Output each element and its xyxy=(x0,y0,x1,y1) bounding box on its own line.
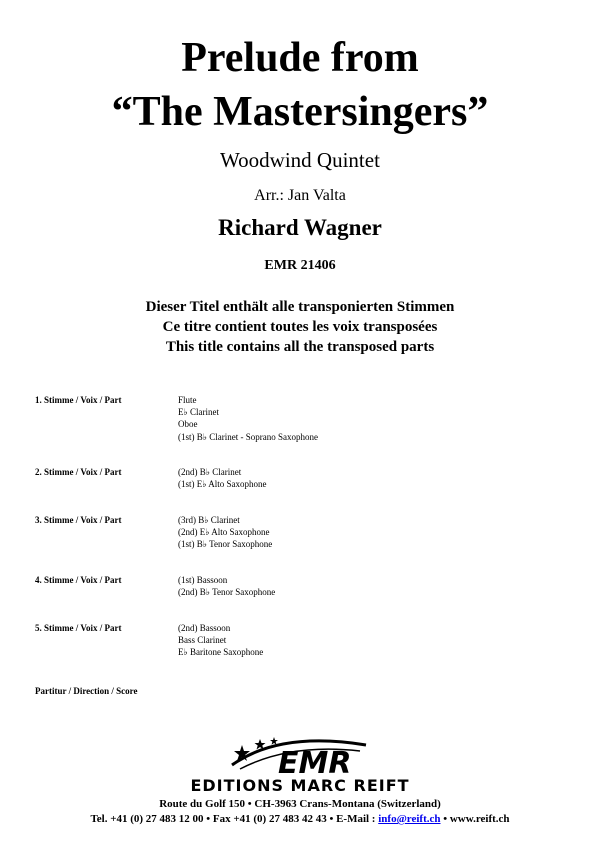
email-link[interactable]: info@reift.ch xyxy=(378,813,441,825)
logo-text: EMR xyxy=(278,746,352,779)
instrument: (1st) Bassoon xyxy=(178,575,228,585)
instrument: (1st) E♭ Alto Saxophone xyxy=(178,479,267,490)
part-instruments xyxy=(178,574,275,598)
website: • www.reift.ch xyxy=(440,813,510,825)
notice-german: Dieser Titel enthält alle transponierten Stimmen xyxy=(145,299,455,315)
instrument: (1st) B♭ Clarinet - Soprano Saxophone xyxy=(178,431,318,442)
instrument: E♭ Baritone Saxophone xyxy=(178,647,264,658)
part-label: 2. Stimme / Voix / Part xyxy=(35,467,122,477)
instrument: Bass Clarinet xyxy=(178,635,227,646)
instrument: (2nd) B♭ Tenor Saxophone xyxy=(178,587,276,598)
star-swoosh-logo-icon xyxy=(220,735,380,779)
part-instruments xyxy=(178,514,272,551)
part-instruments xyxy=(178,466,267,490)
part-instruments xyxy=(178,394,318,443)
title-line-1: Prelude from xyxy=(181,35,419,81)
arranger: Arr.: Jan Valta xyxy=(254,187,346,204)
contact-phone-fax: Tel. +41 (0) 27 483 12 00 • Fax +41 (0) 27 483 42 43 • E-Mail : xyxy=(90,813,379,825)
instrument: Flute xyxy=(178,395,197,405)
notice-english: This title contains all the transposed parts xyxy=(165,339,435,355)
instrument: (3rd) B♭ Clarinet xyxy=(178,515,240,525)
publisher-name: EDITIONS MARC REIFT xyxy=(190,776,410,795)
part-label: 1. Stimme / Voix / Part xyxy=(35,395,122,405)
instrument: (2nd) B♭ Clarinet xyxy=(178,467,242,477)
part-label: 4. Stimme / Voix / Part xyxy=(35,575,122,585)
transposition-notice xyxy=(0,297,600,357)
instrument: (1st) B♭ Tenor Saxophone xyxy=(178,539,273,550)
instrument: Oboe xyxy=(178,419,198,430)
subtitle: Woodwind Quintet xyxy=(220,148,380,172)
title-line-2: “The Mastersingers” xyxy=(111,89,489,135)
instrument: (2nd) E♭ Alto Saxophone xyxy=(178,527,270,538)
part-label: 3. Stimme / Voix / Part xyxy=(35,515,122,525)
part-instruments xyxy=(178,622,263,659)
notice-french: Ce titre contient toutes les voix transposées xyxy=(162,319,438,335)
catalog-number: EMR 21406 xyxy=(264,258,336,273)
part-label: 5. Stimme / Voix / Part xyxy=(35,623,122,633)
publisher-address: Route du Golf 150 • CH-3963 Crans-Montana (Switzerland) xyxy=(159,798,441,810)
composer: Richard Wagner xyxy=(218,215,382,240)
instrument: (2nd) Bassoon xyxy=(178,623,231,633)
score-label: Partitur / Direction / Score xyxy=(35,686,138,696)
instrument: E♭ Clarinet xyxy=(178,407,219,418)
publisher-contact xyxy=(0,813,600,825)
